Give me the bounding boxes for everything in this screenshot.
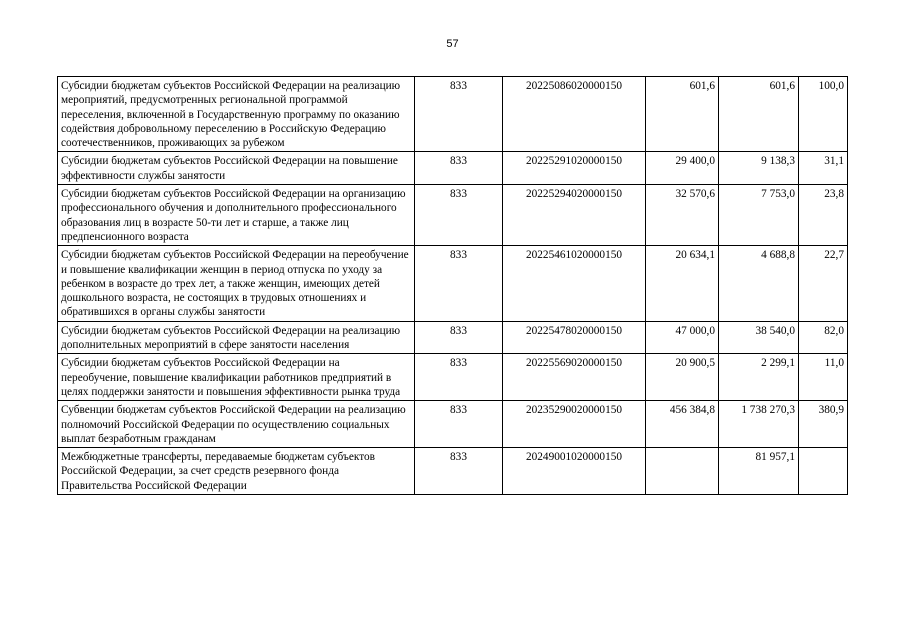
row-admin-code-cell: 833: [415, 401, 503, 448]
row-name-cell: Субсидии бюджетам субъектов Российской Федерации на переобучение и повышение квалификации женщин в период отпуска по уходу за ребенком в возрасте до трех лет, а также женщин, имеющих детей дошкольного возраста, не состоящих в трудовых отношениях и обратившихся в органы службы занятости: [58, 246, 415, 321]
row-name-cell: Субвенции бюджетам субъектов Российской Федерации на реализацию полномочий Российской Федерации по осуществлению социальных выплат безработным гражданам: [58, 401, 415, 448]
row-admin-code-cell: 833: [415, 354, 503, 401]
row-name-cell: Субсидии бюджетам субъектов Российской Федерации на повышение эффективности службы занятости: [58, 152, 415, 185]
table-row: [58, 185, 848, 246]
row-plan-cell: 29 400,0: [646, 152, 719, 185]
row-budget-code-cell: 20225478020000150: [503, 321, 646, 354]
row-name-cell: Субсидии бюджетам субъектов Российской Федерации на переобучение, повышение квалификации работников предприятий в целях поддержки занятости и повышения эффективности рынка труда: [58, 354, 415, 401]
budget-table-body: [58, 77, 848, 495]
row-percent-cell: 11,0: [799, 354, 848, 401]
row-budget-code-cell: 20225291020000150: [503, 152, 646, 185]
row-budget-code-cell: 20249001020000150: [503, 448, 646, 495]
row-percent-cell: 82,0: [799, 321, 848, 354]
row-admin-code-cell: 833: [415, 246, 503, 321]
row-budget-code-cell: 20225569020000150: [503, 354, 646, 401]
table-row: [58, 448, 848, 495]
row-fact-cell: 9 138,3: [719, 152, 799, 185]
row-name-cell: Субсидии бюджетам субъектов Российской Федерации на реализацию мероприятий, предусмотренных региональной программой переселения, включенной в Государственную программу по оказанию содействия добровольному переселению в Российскую Федерацию соотечественников, проживающих за рубежом: [58, 77, 415, 152]
row-admin-code-cell: 833: [415, 321, 503, 354]
row-fact-cell: 601,6: [719, 77, 799, 152]
row-admin-code-cell: 833: [415, 448, 503, 495]
table-row: [58, 321, 848, 354]
table-row: [58, 401, 848, 448]
row-fact-cell: 81 957,1: [719, 448, 799, 495]
row-percent-cell: 100,0: [799, 77, 848, 152]
row-plan-cell: 20 900,5: [646, 354, 719, 401]
row-budget-code-cell: 20225294020000150: [503, 185, 646, 246]
row-budget-code-cell: 20225086020000150: [503, 77, 646, 152]
row-plan-cell: 47 000,0: [646, 321, 719, 354]
row-fact-cell: 1 738 270,3: [719, 401, 799, 448]
row-fact-cell: 4 688,8: [719, 246, 799, 321]
row-percent-cell: 31,1: [799, 152, 848, 185]
row-budget-code-cell: 20225461020000150: [503, 246, 646, 321]
row-plan-cell: 456 384,8: [646, 401, 719, 448]
table-row: [58, 354, 848, 401]
row-admin-code-cell: 833: [415, 77, 503, 152]
row-fact-cell: 7 753,0: [719, 185, 799, 246]
row-name-cell: Субсидии бюджетам субъектов Российской Федерации на организацию профессионального обучения и дополнительного профессионального образования лиц в возрасте 50-ти лет и старше, а также лиц предпенсионного возраста: [58, 185, 415, 246]
row-plan-cell: 32 570,6: [646, 185, 719, 246]
row-plan-cell: 20 634,1: [646, 246, 719, 321]
page-number: 57: [446, 38, 459, 50]
row-fact-cell: 2 299,1: [719, 354, 799, 401]
table-row: [58, 152, 848, 185]
row-plan-cell: [646, 448, 719, 495]
row-percent-cell: 380,9: [799, 401, 848, 448]
row-percent-cell: 23,8: [799, 185, 848, 246]
budget-table: [57, 76, 848, 495]
row-plan-cell: 601,6: [646, 77, 719, 152]
table-row: [58, 77, 848, 152]
row-percent-cell: [799, 448, 848, 495]
row-fact-cell: 38 540,0: [719, 321, 799, 354]
table-row: [58, 246, 848, 321]
row-name-cell: Субсидии бюджетам субъектов Российской Федерации на реализацию дополнительных мероприятий в сфере занятости населения: [58, 321, 415, 354]
row-admin-code-cell: 833: [415, 185, 503, 246]
row-name-cell: Межбюджетные трансферты, передаваемые бюджетам субъектов Российской Федерации, за счет средств резервного фонда Правительства Российской Федерации: [58, 448, 415, 495]
row-admin-code-cell: 833: [415, 152, 503, 185]
row-budget-code-cell: 20235290020000150: [503, 401, 646, 448]
row-percent-cell: 22,7: [799, 246, 848, 321]
